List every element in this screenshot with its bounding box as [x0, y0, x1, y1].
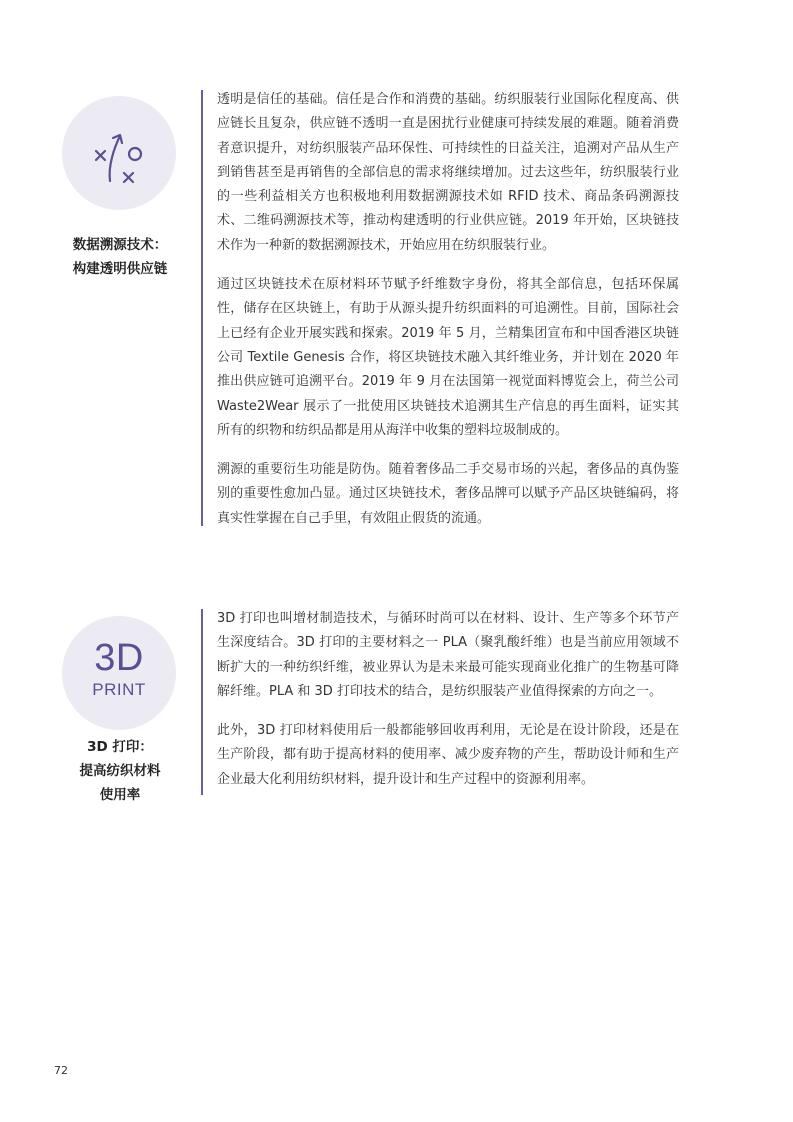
section-label-line: 构建透明供应链 — [72, 261, 168, 277]
divider-rule — [201, 90, 203, 526]
page-number: 72 — [54, 1064, 68, 1077]
section-label — [60, 735, 180, 807]
icon-badge — [62, 616, 176, 730]
paragraph: 通过区块链技术在原材料环节赋予纤维数字身份，将其全部信息，包括环保属性，储存在区块链上，有助于从源头提升纺织面料的可追溯性。目前，国际社会上已经有企业开展实践和探索。2019 年 5 月，兰精集团宣布和中国香港区块链公司 Textile Genesis 合作，将区块链技术融入其纤维业务，并计划在 2020 年推出供应链可追溯平台。2019 年 9 月在法国第一视觉面料博览会上，荷兰公司 Waste2Wear 展示了一批使用区块链技术追溯其生产信息的再生面料，证实其所有的织物和纺织品都是用从海洋中收集的塑料垃圾制成的。 — [217, 277, 679, 438]
divider-rule — [201, 609, 203, 795]
strategy-play-icon — [62, 96, 176, 210]
section-3d-printing — [0, 607, 793, 803]
icon-badge — [62, 96, 176, 210]
section-body — [217, 607, 679, 807]
badge-3d-text: 3D — [94, 637, 144, 679]
section-label-line: 3D 打印： — [87, 739, 153, 755]
paragraph: 3D 打印也叫增材制造技术，与循环时尚可以在材料、设计、生产等多个环节产生深度结合。3D 打印的主要材料之一 PLA（聚乳酸纤维）也是当前应用领域不断扩大的一种纺织纤维，被业界认为是未来最可能实现商业化推广的生物基可降解纤维。PLA 和 3D 打印技术的结合，是纺织服装产业值得探索的方向之一。 — [217, 611, 679, 699]
section-label-line: 数据溯源技术： — [72, 237, 168, 253]
section-label — [60, 233, 180, 281]
badge-print-text: PRINT — [92, 680, 146, 699]
paragraph: 溯源的重要衍生功能是防伪。随着奢侈品二手交易市场的兴起，奢侈品的真伪鉴别的重要性愈加凸显。通过区块链技术，奢侈品牌可以赋予产品区块链编码，将真实性掌握在自己手里，有效阻止假货的流通。 — [217, 462, 679, 526]
section-label-line: 提高纺织材料 — [79, 763, 161, 779]
section-body — [217, 88, 679, 546]
section-label-line: 使用率 — [99, 787, 141, 803]
paragraph: 透明是信任的基础。信任是合作和消费的基础。纺织服装行业国际化程度高、供应链长且复杂，供应链不透明一直是困扰行业健康可持续发展的难题。随着消费者意识提升，对纺织服装产品环保性、可持续性的日益关注，追溯对产品从生产到销售甚至是再销售的全部信息的需求将继续增加。过去这些年，纺织服装行业的一些利益相关方也积极地利用数据溯源技术如 RFID 技术、商品条码溯源技术、二维码溯源技术等，推动构建透明的行业供应链。2019 年开始，区块链技术作为一种新的数据溯源技术，开始应用在纺织服装行业。 — [217, 92, 679, 253]
paragraph: 此外，3D 打印材料使用后一般都能够回收再利用，无论是在设计阶段，还是在生产阶段，都有助于提高材料的使用率、减少废弃物的产生，帮助设计师和生产企业最大化利用纺织材料，提升设计和生产过程中的资源利用率。 — [217, 723, 679, 787]
section-data-traceability — [0, 88, 793, 528]
